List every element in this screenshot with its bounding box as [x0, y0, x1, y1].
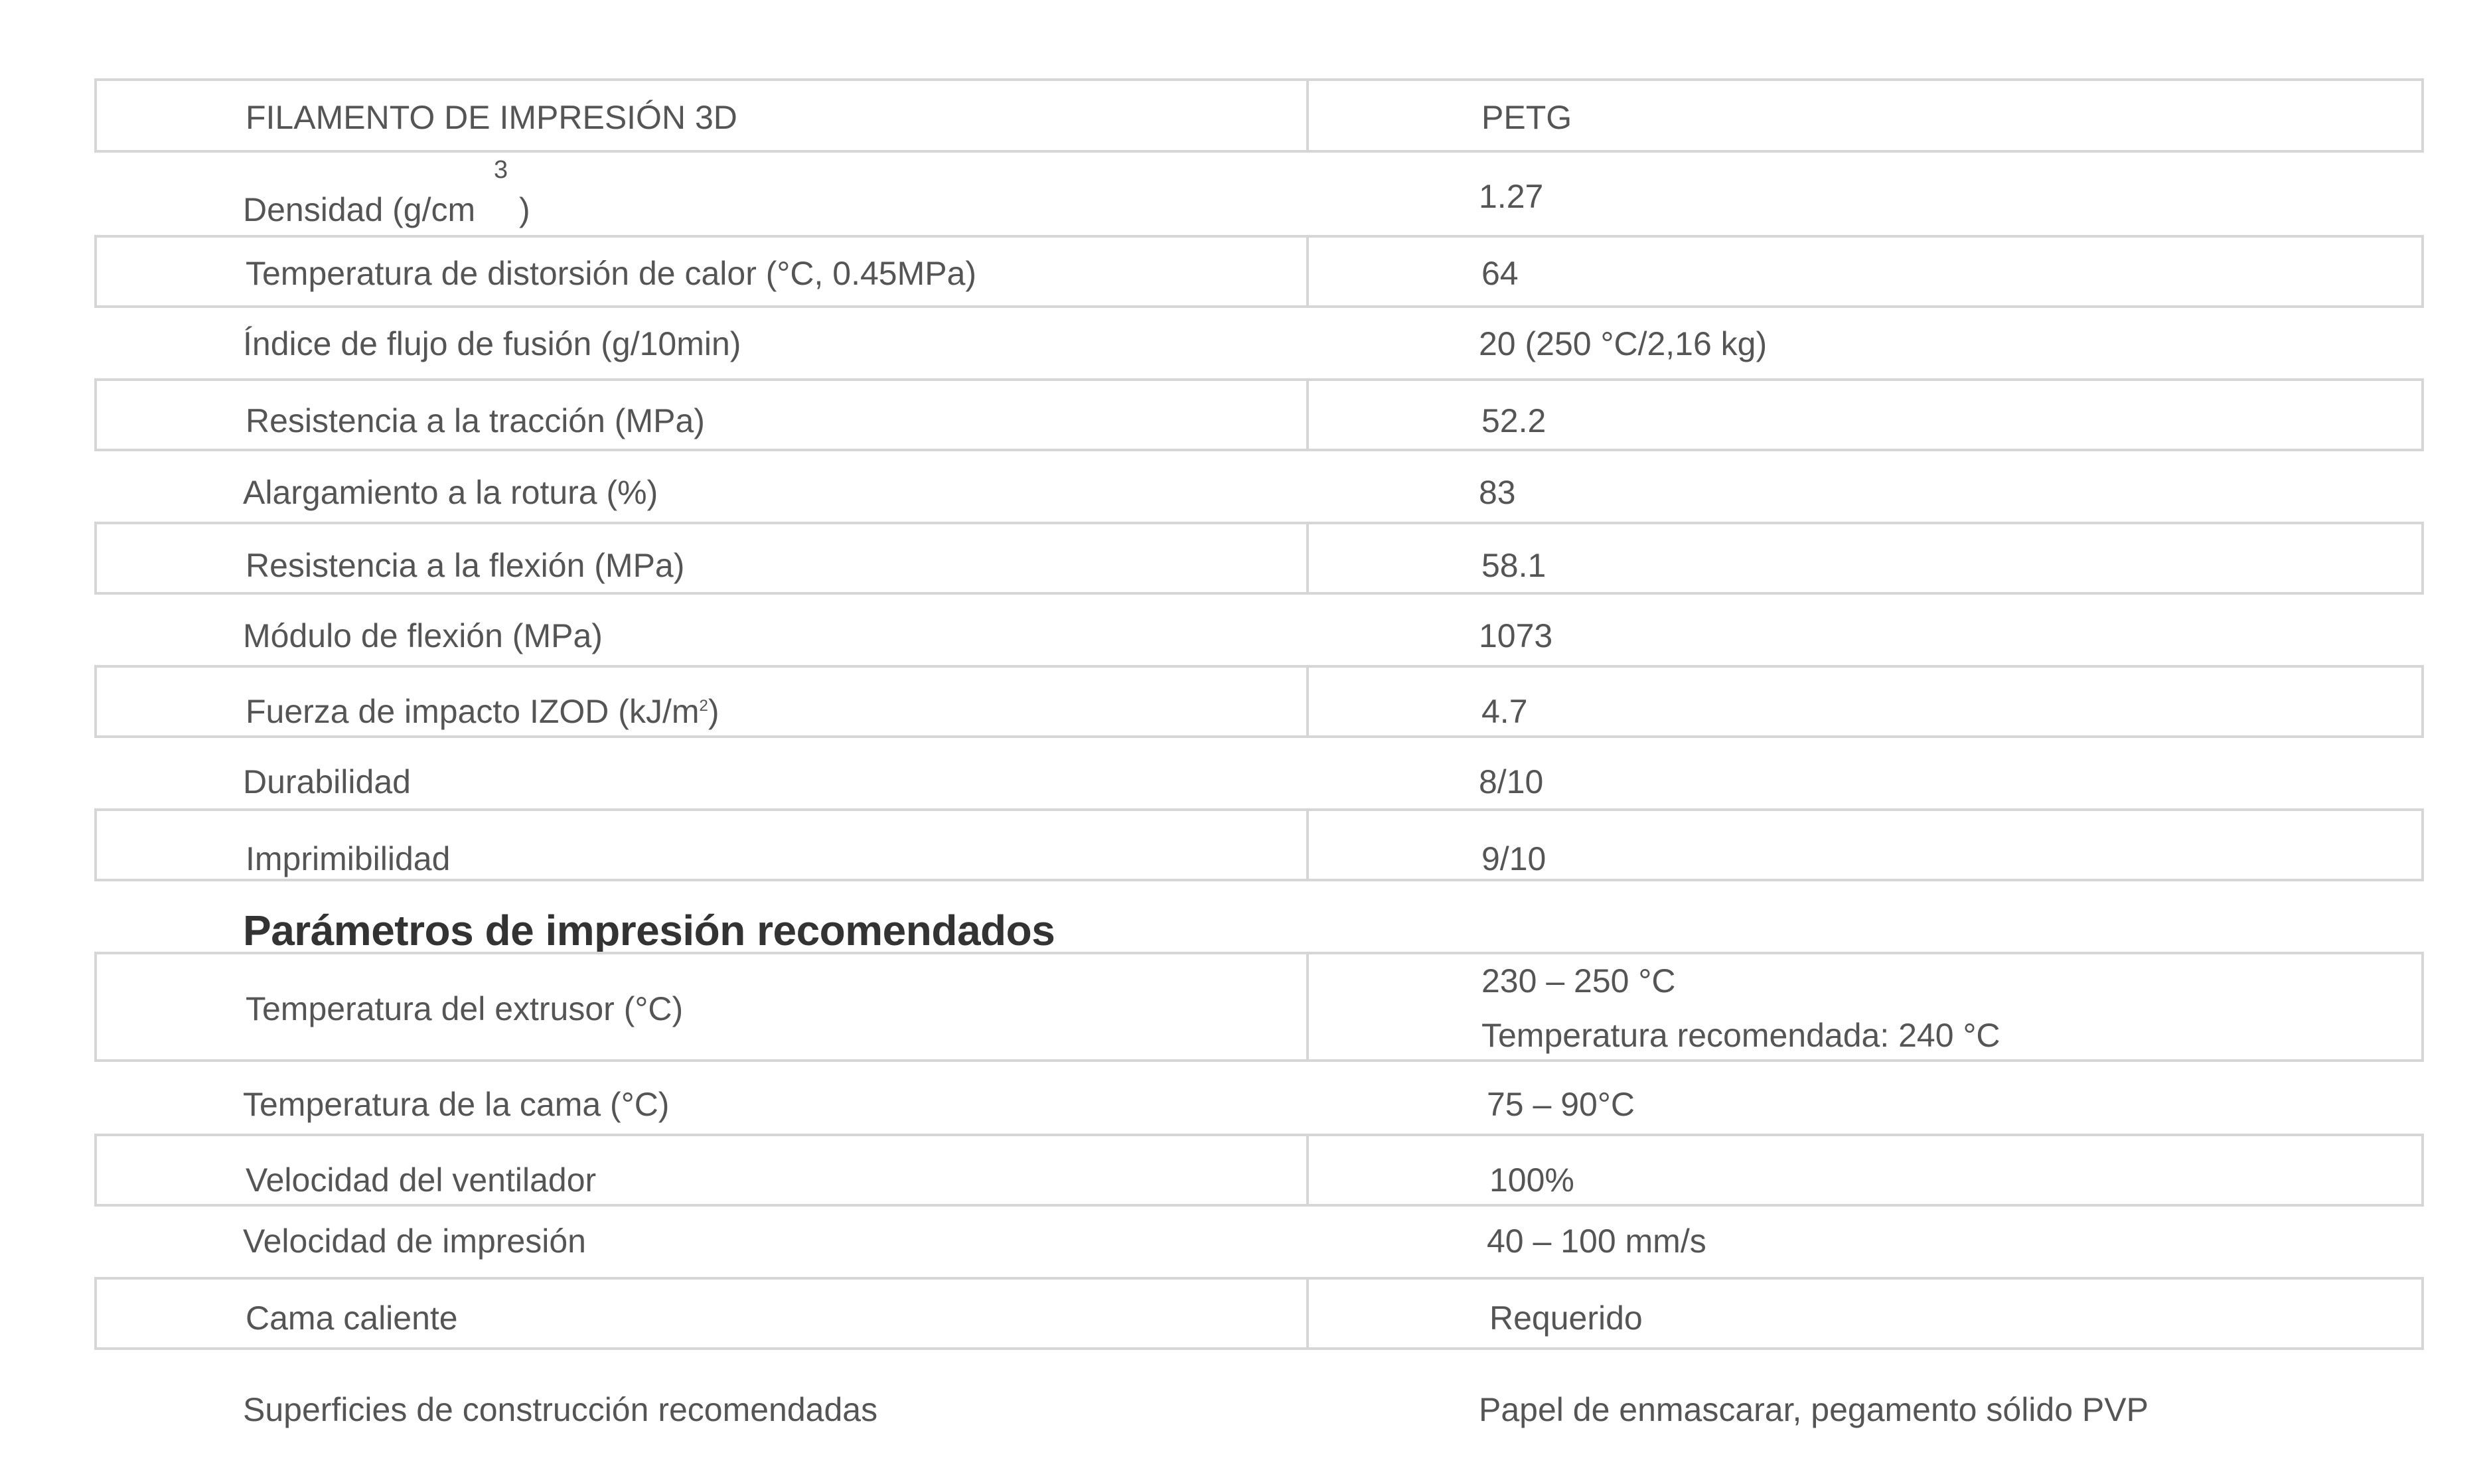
row-label: Velocidad de impresión: [243, 1223, 586, 1260]
table-row: [94, 308, 2424, 378]
table-row: [94, 665, 2424, 738]
row-label: Temperatura de distorsión de calor (°C, 0.45MPa): [246, 255, 977, 292]
table-row: [94, 808, 2424, 881]
row-value: 83: [1479, 474, 1516, 511]
table-row: [94, 153, 2424, 235]
row-value: 20 (250 °C/2,16 kg): [1479, 325, 1768, 362]
row-label: Resistencia a la tracción (MPa): [246, 402, 705, 439]
row-value: 1.27: [1479, 178, 1544, 215]
section-heading: Parámetros de impresión recomendados: [243, 907, 1055, 954]
row-value: Papel de enmascarar, pegamento sólido PVP: [1479, 1391, 2149, 1428]
table-row: [94, 952, 2424, 1062]
row-label: Velocidad del ventilador: [246, 1161, 597, 1199]
row-label: [246, 692, 719, 738]
row-value: 75 – 90°C: [1487, 1086, 1635, 1123]
table-row: [94, 378, 2424, 451]
table-row: [94, 522, 2424, 595]
row-value: 230 – 250 °C: [1481, 962, 1676, 1000]
row-label: Resistencia a la flexión (MPa): [246, 547, 685, 584]
table-row: [94, 1207, 2424, 1277]
row-value: 4.7: [1481, 693, 1528, 730]
column-divider: [1306, 378, 1309, 451]
column-divider: [1306, 1277, 1309, 1350]
row-label-suffix: ): [519, 191, 530, 228]
table-row: [94, 595, 2424, 665]
row-value: 8/10: [1479, 763, 1544, 800]
row-value: 100%: [1489, 1161, 1574, 1199]
row-value: 1073: [1479, 617, 1553, 654]
row-value: 64: [1481, 255, 1519, 292]
table-row: [94, 1277, 2424, 1350]
row-label: Alargamiento a la rotura (%): [243, 474, 658, 511]
column-divider: [1306, 665, 1309, 738]
column-divider: [1306, 522, 1309, 595]
row-label-suffix: ): [708, 693, 719, 730]
row-label-superscript: 3: [494, 156, 508, 184]
row-label: Temperatura de la cama (°C): [243, 1086, 670, 1123]
row-value: 9/10: [1481, 840, 1546, 877]
row-label-text: Fuerza de impacto IZOD (kJ/m: [246, 693, 700, 730]
row-value-note: Temperatura recomendada: 240 °C: [1481, 1017, 2000, 1054]
row-label-superscript: 2: [699, 697, 708, 715]
table-row: [94, 1350, 2424, 1443]
table-row: [94, 235, 2424, 308]
table-row: [94, 1134, 2424, 1207]
row-label: Imprimibilidad: [246, 840, 451, 877]
row-label: Temperatura del extrusor (°C): [246, 990, 684, 1027]
row-label-text: Densidad (g/cm: [243, 191, 476, 228]
row-label: [243, 190, 475, 230]
column-divider: [1306, 952, 1309, 1062]
table-row: [94, 738, 2424, 808]
column-divider: [1306, 808, 1309, 881]
table-row: [94, 1062, 2424, 1134]
column-divider: [1306, 1134, 1309, 1207]
column-divider: [1306, 78, 1309, 153]
row-value: 40 – 100 mm/s: [1487, 1223, 1706, 1260]
table-row: [94, 451, 2424, 522]
row-value: 58.1: [1481, 547, 1546, 584]
row-label: Superficies de construcción recomendadas: [243, 1391, 878, 1428]
row-value: Requerido: [1489, 1299, 1643, 1337]
row-label: Durabilidad: [243, 763, 411, 800]
row-value: PETG: [1481, 99, 1572, 136]
row-label: FILAMENTO DE IMPRESIÓN 3D: [246, 99, 737, 136]
table-row: [94, 78, 2424, 153]
column-divider: [1306, 235, 1309, 308]
row-value: 52.2: [1481, 402, 1546, 439]
row-label: Índice de flujo de fusión (g/10min): [243, 325, 741, 362]
row-label: Módulo de flexión (MPa): [243, 617, 603, 654]
row-label: Cama caliente: [246, 1299, 458, 1337]
